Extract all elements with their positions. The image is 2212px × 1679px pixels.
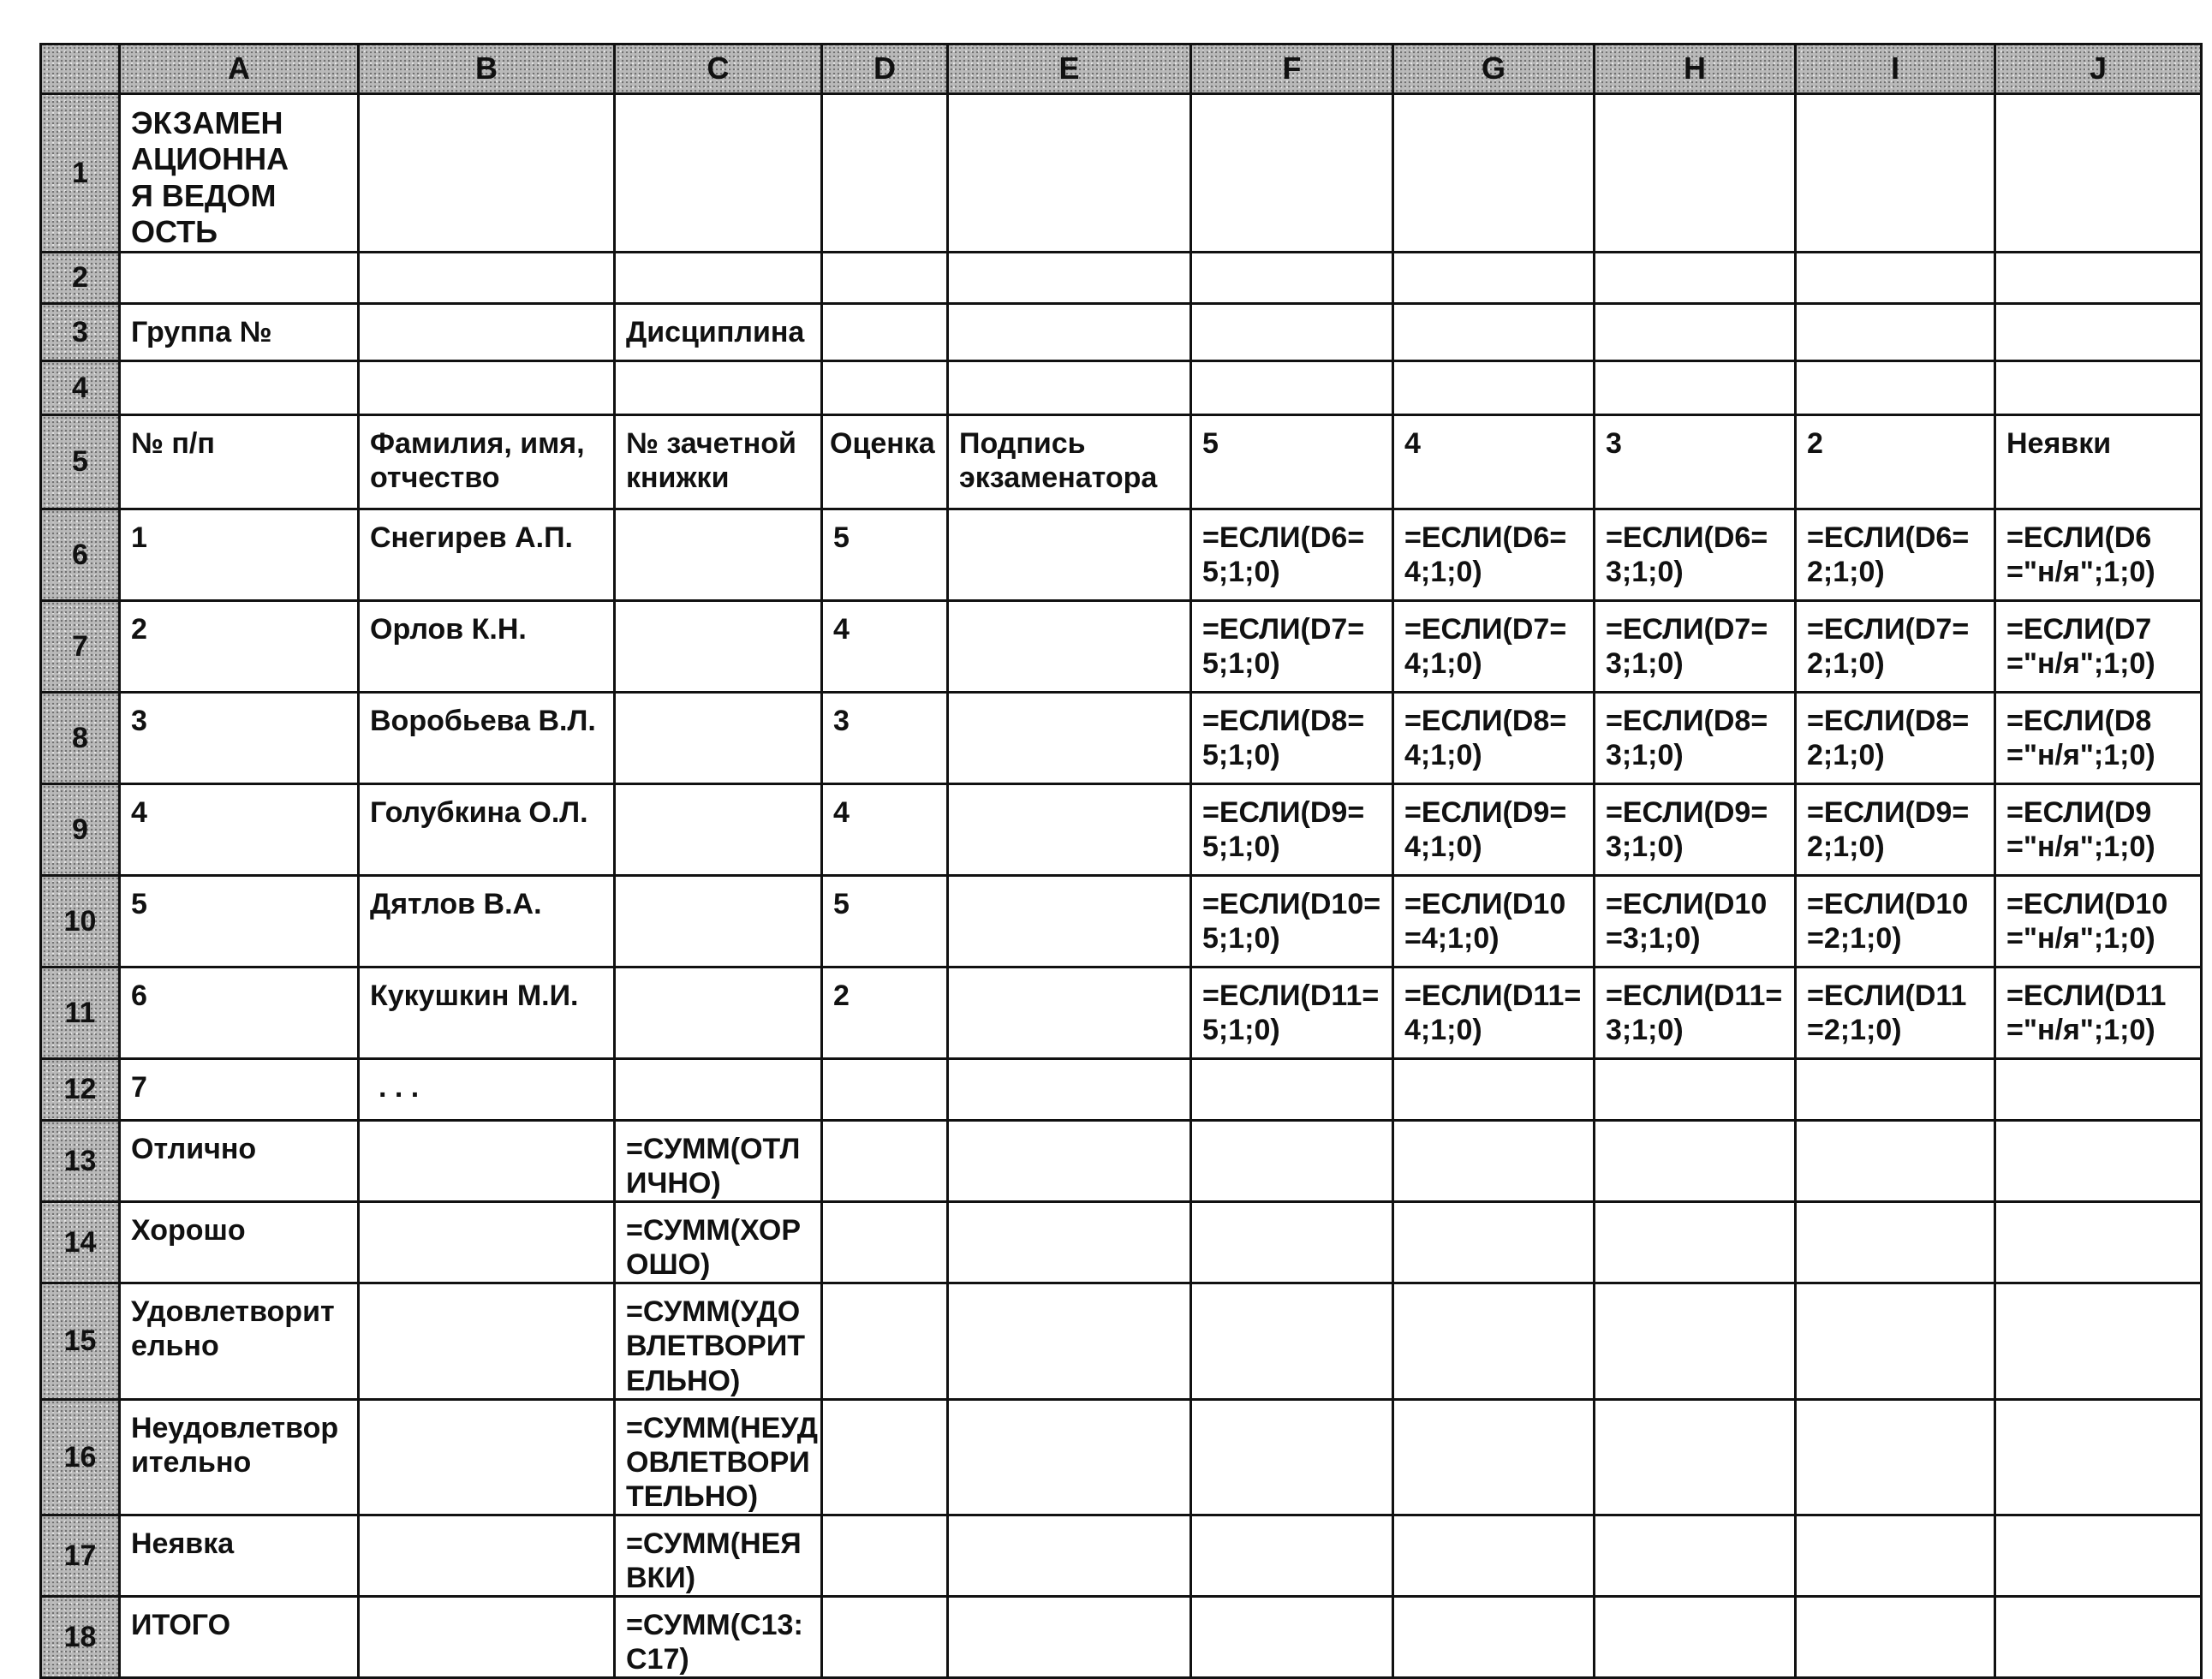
cell-d15[interactable] bbox=[822, 1283, 948, 1399]
cell-h11[interactable]: =ЕСЛИ(D11=3;1;0) bbox=[1595, 967, 1796, 1058]
column-header-h[interactable]: H bbox=[1595, 45, 1796, 94]
cell-i17[interactable] bbox=[1796, 1515, 1995, 1596]
cell-h3[interactable] bbox=[1595, 303, 1796, 360]
cell-h13[interactable] bbox=[1595, 1120, 1796, 1201]
cell-d1[interactable] bbox=[822, 94, 948, 253]
cell-h10[interactable]: =ЕСЛИ(D10=3;1;0) bbox=[1595, 875, 1796, 967]
cell-c6[interactable] bbox=[615, 509, 822, 600]
cell-c13-formula[interactable]: =СУММ(ОТЛИЧНО) bbox=[615, 1120, 822, 1201]
cell-f7[interactable]: =ЕСЛИ(D7=5;1;0) bbox=[1191, 600, 1393, 692]
row-header-18[interactable]: 18 bbox=[41, 1597, 120, 1678]
spreadsheet-grid bbox=[39, 43, 2203, 1679]
cell-j8[interactable]: =ЕСЛИ(D8="н/я";1;0) bbox=[1995, 692, 2202, 783]
cell-j6[interactable]: =ЕСЛИ(D6="н/я";1;0) bbox=[1995, 509, 2202, 600]
cell-j9[interactable]: =ЕСЛИ(D9="н/я";1;0) bbox=[1995, 783, 2202, 875]
cell-g1[interactable] bbox=[1393, 94, 1595, 253]
row-header-14[interactable]: 14 bbox=[41, 1202, 120, 1283]
cell-b16[interactable] bbox=[359, 1399, 615, 1515]
cell-b3[interactable] bbox=[359, 303, 615, 360]
cell-h6[interactable]: =ЕСЛИ(D6=3;1;0) bbox=[1595, 509, 1796, 600]
row-header-12[interactable]: 12 bbox=[41, 1058, 120, 1120]
cell-b9[interactable]: Голубкина О.Л. bbox=[359, 783, 615, 875]
cell-g6[interactable]: =ЕСЛИ(D6=4;1;0) bbox=[1393, 509, 1595, 600]
cell-h16[interactable] bbox=[1595, 1399, 1796, 1515]
row-header-2[interactable]: 2 bbox=[41, 252, 120, 303]
cell-d7[interactable]: 4 bbox=[822, 600, 948, 692]
cell-b10[interactable]: Дятлов В.А. bbox=[359, 875, 615, 967]
cell-b11[interactable]: Кукушкин М.И. bbox=[359, 967, 615, 1058]
cell-c3[interactable]: Дисциплина bbox=[615, 303, 822, 360]
cell-f2[interactable] bbox=[1191, 252, 1393, 303]
cell-g14[interactable] bbox=[1393, 1202, 1595, 1283]
cell-f3[interactable] bbox=[1191, 303, 1393, 360]
cell-g9[interactable]: =ЕСЛИ(D9=4;1;0) bbox=[1393, 783, 1595, 875]
cell-a1-title[interactable]: ЭКЗАМЕНАЦИОННАЯ ВЕДОМОСТЬ bbox=[120, 94, 359, 253]
cell-d6[interactable]: 5 bbox=[822, 509, 948, 600]
cell-f10[interactable]: =ЕСЛИ(D10=5;1;0) bbox=[1191, 875, 1393, 967]
row-header-15[interactable]: 15 bbox=[41, 1283, 120, 1399]
cell-d10[interactable]: 5 bbox=[822, 875, 948, 967]
cell-h12[interactable] bbox=[1595, 1058, 1796, 1120]
cell-g8[interactable]: =ЕСЛИ(D8=4;1;0) bbox=[1393, 692, 1595, 783]
cell-h2[interactable] bbox=[1595, 252, 1796, 303]
cell-h17[interactable] bbox=[1595, 1515, 1796, 1596]
cell-j10[interactable]: =ЕСЛИ(D10="н/я";1;0) bbox=[1995, 875, 2202, 967]
cell-c12[interactable] bbox=[615, 1058, 822, 1120]
column-header-e[interactable]: E bbox=[948, 45, 1191, 94]
column-header-a[interactable]: A bbox=[120, 45, 359, 94]
row-header-1[interactable]: 1 bbox=[41, 94, 120, 253]
cell-f9[interactable]: =ЕСЛИ(D9=5;1;0) bbox=[1191, 783, 1393, 875]
cell-d11[interactable]: 2 bbox=[822, 967, 948, 1058]
cell-a17[interactable]: Неявка bbox=[120, 1515, 359, 1596]
cell-f11[interactable]: =ЕСЛИ(D11=5;1;0) bbox=[1191, 967, 1393, 1058]
cell-d13[interactable] bbox=[822, 1120, 948, 1201]
cell-c9[interactable] bbox=[615, 783, 822, 875]
cell-i9[interactable]: =ЕСЛИ(D9=2;1;0) bbox=[1796, 783, 1995, 875]
cell-i3[interactable] bbox=[1796, 303, 1995, 360]
row-header-7[interactable]: 7 bbox=[41, 600, 120, 692]
cell-j7[interactable]: =ЕСЛИ(D7="н/я";1;0) bbox=[1995, 600, 2202, 692]
cell-f18[interactable] bbox=[1191, 1597, 1393, 1678]
cell-c18-formula[interactable]: =СУММ(C13:C17) bbox=[615, 1597, 822, 1678]
cell-b13[interactable] bbox=[359, 1120, 615, 1201]
cell-h8[interactable]: =ЕСЛИ(D8=3;1;0) bbox=[1595, 692, 1796, 783]
cell-i15[interactable] bbox=[1796, 1283, 1995, 1399]
cell-e18[interactable] bbox=[948, 1597, 1191, 1678]
cell-d17[interactable] bbox=[822, 1515, 948, 1596]
cell-e16[interactable] bbox=[948, 1399, 1191, 1515]
cell-d9[interactable]: 4 bbox=[822, 783, 948, 875]
column-header-b[interactable]: B bbox=[359, 45, 615, 94]
cell-h1[interactable] bbox=[1595, 94, 1796, 253]
cell-g12[interactable] bbox=[1393, 1058, 1595, 1120]
cell-a16[interactable]: Неудовлетворительно bbox=[120, 1399, 359, 1515]
cell-h15[interactable] bbox=[1595, 1283, 1796, 1399]
cell-b15[interactable] bbox=[359, 1283, 615, 1399]
cell-d16[interactable] bbox=[822, 1399, 948, 1515]
row-header-6[interactable]: 6 bbox=[41, 509, 120, 600]
cell-c15-formula[interactable]: =СУММ(УДОВЛЕТВОРИТЕЛЬНО) bbox=[615, 1283, 822, 1399]
cell-e5-header[interactable]: Подпись экзаменатора bbox=[948, 414, 1191, 509]
cell-b17[interactable] bbox=[359, 1515, 615, 1596]
row-header-10[interactable]: 10 bbox=[41, 875, 120, 967]
cell-e17[interactable] bbox=[948, 1515, 1191, 1596]
cell-b7[interactable]: Орлов К.Н. bbox=[359, 600, 615, 692]
cell-j4[interactable] bbox=[1995, 360, 2202, 414]
cell-g16[interactable] bbox=[1393, 1399, 1595, 1515]
cell-i2[interactable] bbox=[1796, 252, 1995, 303]
cell-b5-header[interactable]: Фамилия, имя, отчество bbox=[359, 414, 615, 509]
cell-j3[interactable] bbox=[1995, 303, 2202, 360]
cell-j16[interactable] bbox=[1995, 1399, 2202, 1515]
cell-i12[interactable] bbox=[1796, 1058, 1995, 1120]
cell-c4[interactable] bbox=[615, 360, 822, 414]
cell-e13[interactable] bbox=[948, 1120, 1191, 1201]
cell-h5-header[interactable]: 3 bbox=[1595, 414, 1796, 509]
cell-f17[interactable] bbox=[1191, 1515, 1393, 1596]
cell-e15[interactable] bbox=[948, 1283, 1191, 1399]
cell-d3[interactable] bbox=[822, 303, 948, 360]
cell-a13[interactable]: Отлично bbox=[120, 1120, 359, 1201]
cell-e3[interactable] bbox=[948, 303, 1191, 360]
cell-f13[interactable] bbox=[1191, 1120, 1393, 1201]
cell-j15[interactable] bbox=[1995, 1283, 2202, 1399]
cell-i4[interactable] bbox=[1796, 360, 1995, 414]
cell-e4[interactable] bbox=[948, 360, 1191, 414]
cell-g10[interactable]: =ЕСЛИ(D10=4;1;0) bbox=[1393, 875, 1595, 967]
cell-j13[interactable] bbox=[1995, 1120, 2202, 1201]
column-header-g[interactable]: G bbox=[1393, 45, 1595, 94]
cell-e6[interactable] bbox=[948, 509, 1191, 600]
cell-b4[interactable] bbox=[359, 360, 615, 414]
cell-h4[interactable] bbox=[1595, 360, 1796, 414]
cell-h9[interactable]: =ЕСЛИ(D9=3;1;0) bbox=[1595, 783, 1796, 875]
cell-a8[interactable]: 3 bbox=[120, 692, 359, 783]
cell-d4[interactable] bbox=[822, 360, 948, 414]
cell-c8[interactable] bbox=[615, 692, 822, 783]
cell-f5-header[interactable]: 5 bbox=[1191, 414, 1393, 509]
cell-b8[interactable]: Воробьева В.Л. bbox=[359, 692, 615, 783]
cell-f8[interactable]: =ЕСЛИ(D8=5;1;0) bbox=[1191, 692, 1393, 783]
cell-i6[interactable]: =ЕСЛИ(D6=2;1;0) bbox=[1796, 509, 1995, 600]
cell-f12[interactable] bbox=[1191, 1058, 1393, 1120]
row-header-11[interactable]: 11 bbox=[41, 967, 120, 1058]
cell-c1[interactable] bbox=[615, 94, 822, 253]
cell-d12[interactable] bbox=[822, 1058, 948, 1120]
cell-g13[interactable] bbox=[1393, 1120, 1595, 1201]
cell-g18[interactable] bbox=[1393, 1597, 1595, 1678]
cell-f16[interactable] bbox=[1191, 1399, 1393, 1515]
cell-f1[interactable] bbox=[1191, 94, 1393, 253]
cell-e14[interactable] bbox=[948, 1202, 1191, 1283]
cell-c7[interactable] bbox=[615, 600, 822, 692]
cell-i11[interactable]: =ЕСЛИ(D11=2;1;0) bbox=[1796, 967, 1995, 1058]
cell-a15[interactable]: Удовлетворительно bbox=[120, 1283, 359, 1399]
column-header-d[interactable]: D bbox=[822, 45, 948, 94]
column-header-j[interactable]: J bbox=[1995, 45, 2202, 94]
cell-i8[interactable]: =ЕСЛИ(D8=2;1;0) bbox=[1796, 692, 1995, 783]
row-header-4[interactable]: 4 bbox=[41, 360, 120, 414]
row-header-13[interactable]: 13 bbox=[41, 1120, 120, 1201]
row-header-3[interactable]: 3 bbox=[41, 303, 120, 360]
cell-c2[interactable] bbox=[615, 252, 822, 303]
cell-i5-header[interactable]: 2 bbox=[1796, 414, 1995, 509]
cell-j17[interactable] bbox=[1995, 1515, 2202, 1596]
cell-g4[interactable] bbox=[1393, 360, 1595, 414]
cell-c10[interactable] bbox=[615, 875, 822, 967]
cell-e7[interactable] bbox=[948, 600, 1191, 692]
cell-d8[interactable]: 3 bbox=[822, 692, 948, 783]
cell-h18[interactable] bbox=[1595, 1597, 1796, 1678]
cell-j14[interactable] bbox=[1995, 1202, 2202, 1283]
cell-a4[interactable] bbox=[120, 360, 359, 414]
cell-c11[interactable] bbox=[615, 967, 822, 1058]
row-header-8[interactable]: 8 bbox=[41, 692, 120, 783]
select-all-corner[interactable] bbox=[41, 45, 120, 94]
cell-j1[interactable] bbox=[1995, 94, 2202, 253]
cell-i10[interactable]: =ЕСЛИ(D10=2;1;0) bbox=[1796, 875, 1995, 967]
column-header-i[interactable]: I bbox=[1796, 45, 1995, 94]
row-header-9[interactable]: 9 bbox=[41, 783, 120, 875]
cell-a6[interactable]: 1 bbox=[120, 509, 359, 600]
cell-i14[interactable] bbox=[1796, 1202, 1995, 1283]
cell-j18[interactable] bbox=[1995, 1597, 2202, 1678]
cell-h7[interactable]: =ЕСЛИ(D7=3;1;0) bbox=[1595, 600, 1796, 692]
cell-a12[interactable]: 7 bbox=[120, 1058, 359, 1120]
cell-h14[interactable] bbox=[1595, 1202, 1796, 1283]
cell-i16[interactable] bbox=[1796, 1399, 1995, 1515]
cell-a14[interactable]: Хорошо bbox=[120, 1202, 359, 1283]
cell-e10[interactable] bbox=[948, 875, 1191, 967]
cell-e11[interactable] bbox=[948, 967, 1191, 1058]
cell-g5-header[interactable]: 4 bbox=[1393, 414, 1595, 509]
cell-g11[interactable]: =ЕСЛИ(D11=4;1;0) bbox=[1393, 967, 1595, 1058]
cell-a11[interactable]: 6 bbox=[120, 967, 359, 1058]
cell-g7[interactable]: =ЕСЛИ(D7=4;1;0) bbox=[1393, 600, 1595, 692]
cell-a10[interactable]: 5 bbox=[120, 875, 359, 967]
cell-d14[interactable] bbox=[822, 1202, 948, 1283]
cell-e1[interactable] bbox=[948, 94, 1191, 253]
cell-e2[interactable] bbox=[948, 252, 1191, 303]
column-header-c[interactable]: C bbox=[615, 45, 822, 94]
cell-a18-total[interactable]: ИТОГО bbox=[120, 1597, 359, 1678]
cell-e8[interactable] bbox=[948, 692, 1191, 783]
cell-i1[interactable] bbox=[1796, 94, 1995, 253]
cell-g17[interactable] bbox=[1393, 1515, 1595, 1596]
cell-c5-header[interactable]: № зачетной книжки bbox=[615, 414, 822, 509]
cell-a5-header[interactable]: № п/п bbox=[120, 414, 359, 509]
row-header-17[interactable]: 17 bbox=[41, 1515, 120, 1596]
cell-j11[interactable]: =ЕСЛИ(D11="н/я";1;0) bbox=[1995, 967, 2202, 1058]
cell-f6[interactable]: =ЕСЛИ(D6=5;1;0) bbox=[1191, 509, 1393, 600]
cell-c14-formula[interactable]: =СУММ(ХОРОШО) bbox=[615, 1202, 822, 1283]
cell-e9[interactable] bbox=[948, 783, 1191, 875]
cell-a9[interactable]: 4 bbox=[120, 783, 359, 875]
cell-g3[interactable] bbox=[1393, 303, 1595, 360]
row-header-16[interactable]: 16 bbox=[41, 1399, 120, 1515]
cell-a3[interactable]: Группа № bbox=[120, 303, 359, 360]
cell-j12[interactable] bbox=[1995, 1058, 2202, 1120]
cell-f14[interactable] bbox=[1191, 1202, 1393, 1283]
cell-g15[interactable] bbox=[1393, 1283, 1595, 1399]
cell-i7[interactable]: =ЕСЛИ(D7=2;1;0) bbox=[1796, 600, 1995, 692]
cell-i13[interactable] bbox=[1796, 1120, 1995, 1201]
cell-g2[interactable] bbox=[1393, 252, 1595, 303]
cell-f15[interactable] bbox=[1191, 1283, 1393, 1399]
cell-d2[interactable] bbox=[822, 252, 948, 303]
cell-b18[interactable] bbox=[359, 1597, 615, 1678]
cell-b1[interactable] bbox=[359, 94, 615, 253]
cell-j5-header[interactable]: Неявки bbox=[1995, 414, 2202, 509]
column-header-f[interactable]: F bbox=[1191, 45, 1393, 94]
cell-b14[interactable] bbox=[359, 1202, 615, 1283]
cell-a7[interactable]: 2 bbox=[120, 600, 359, 692]
cell-f4[interactable] bbox=[1191, 360, 1393, 414]
row-header-5[interactable]: 5 bbox=[41, 414, 120, 509]
cell-b12-ellipsis[interactable]: . . . bbox=[359, 1058, 615, 1120]
cell-b6[interactable]: Снегирев А.П. bbox=[359, 509, 615, 600]
cell-j2[interactable] bbox=[1995, 252, 2202, 303]
cell-e12[interactable] bbox=[948, 1058, 1191, 1120]
cell-c16-formula[interactable]: =СУММ(НЕУДОВЛЕТВОРИТЕЛЬНО) bbox=[615, 1399, 822, 1515]
cell-b2[interactable] bbox=[359, 252, 615, 303]
cell-d18[interactable] bbox=[822, 1597, 948, 1678]
cell-i18[interactable] bbox=[1796, 1597, 1995, 1678]
cell-c17-formula[interactable]: =СУММ(НЕЯВКИ) bbox=[615, 1515, 822, 1596]
cell-d5-header[interactable]: Оценка bbox=[822, 414, 948, 509]
cell-a2[interactable] bbox=[120, 252, 359, 303]
